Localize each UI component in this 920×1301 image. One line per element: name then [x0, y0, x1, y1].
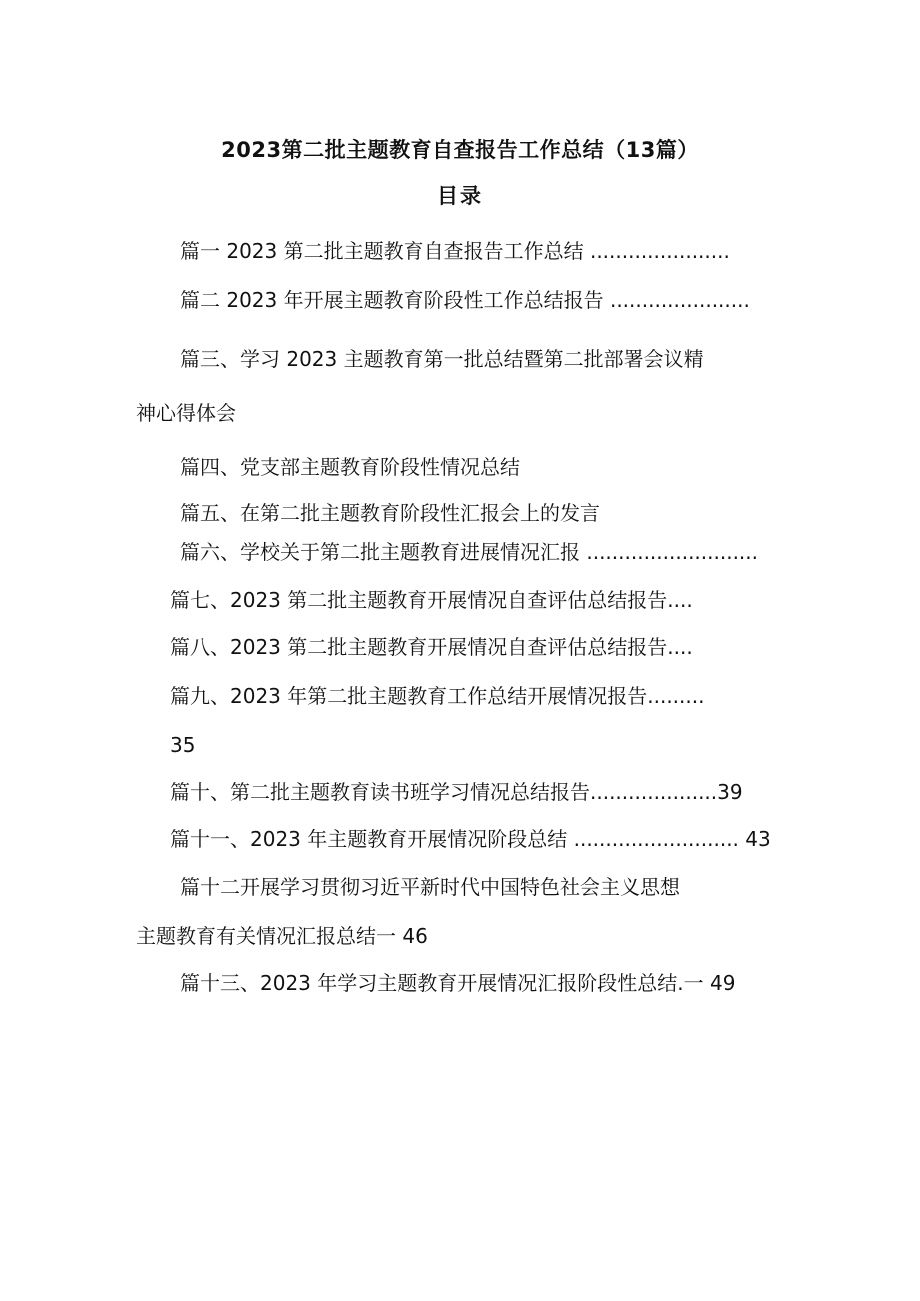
toc-heading: 目录	[437, 184, 483, 208]
toc-entry-8[interactable]: 篇八、2023 第二批主题教育开展情况自查评估总结报告....	[170, 635, 693, 659]
toc-entry-2[interactable]: 篇二 2023 年开展主题教育阶段性工作总结报告 ......................	[180, 288, 750, 312]
toc-entry-12-continued[interactable]: 主题教育有关情况汇报总结一 46	[136, 924, 428, 948]
toc-entry-6[interactable]: 篇六、学校关于第二批主题教育进展情况汇报 ...........................	[180, 540, 759, 564]
toc-entry-1[interactable]: 篇一 2023 第二批主题教育自查报告工作总结 ......................	[180, 239, 730, 263]
toc-entry-3[interactable]: 篇三、学习 2023 主题教育第一批总结暨第二批部署会议精	[180, 347, 704, 371]
toc-entry-7[interactable]: 篇七、2023 第二批主题教育开展情况自查评估总结报告....	[170, 588, 693, 612]
toc-entry-13[interactable]: 篇十三、2023 年学习主题教育开展情况汇报阶段性总结.一 49	[180, 971, 736, 995]
toc-entry-12[interactable]: 篇十二开展学习贯彻习近平新时代中国特色社会主义思想	[180, 875, 680, 899]
toc-entry-4[interactable]: 篇四、党支部主题教育阶段性情况总结	[180, 455, 520, 479]
toc-entry-9-page[interactable]: 35	[170, 733, 196, 757]
toc-entry-9[interactable]: 篇九、2023 年第二批主题教育工作总结开展情况报告.........	[170, 684, 705, 708]
toc-entry-3-continued[interactable]: 神心得体会	[136, 401, 236, 425]
toc-entry-11[interactable]: 篇十一、2023 年主题教育开展情况阶段总结 .......................... 43	[170, 827, 771, 851]
toc-entry-10[interactable]: 篇十、第二批主题教育读书班学习情况总结报告....................39	[170, 780, 743, 804]
document-title: 2023第二批主题教育自查报告工作总结（13篇）	[221, 138, 699, 162]
toc-entry-5[interactable]: 篇五、在第二批主题教育阶段性汇报会上的发言	[180, 501, 600, 525]
